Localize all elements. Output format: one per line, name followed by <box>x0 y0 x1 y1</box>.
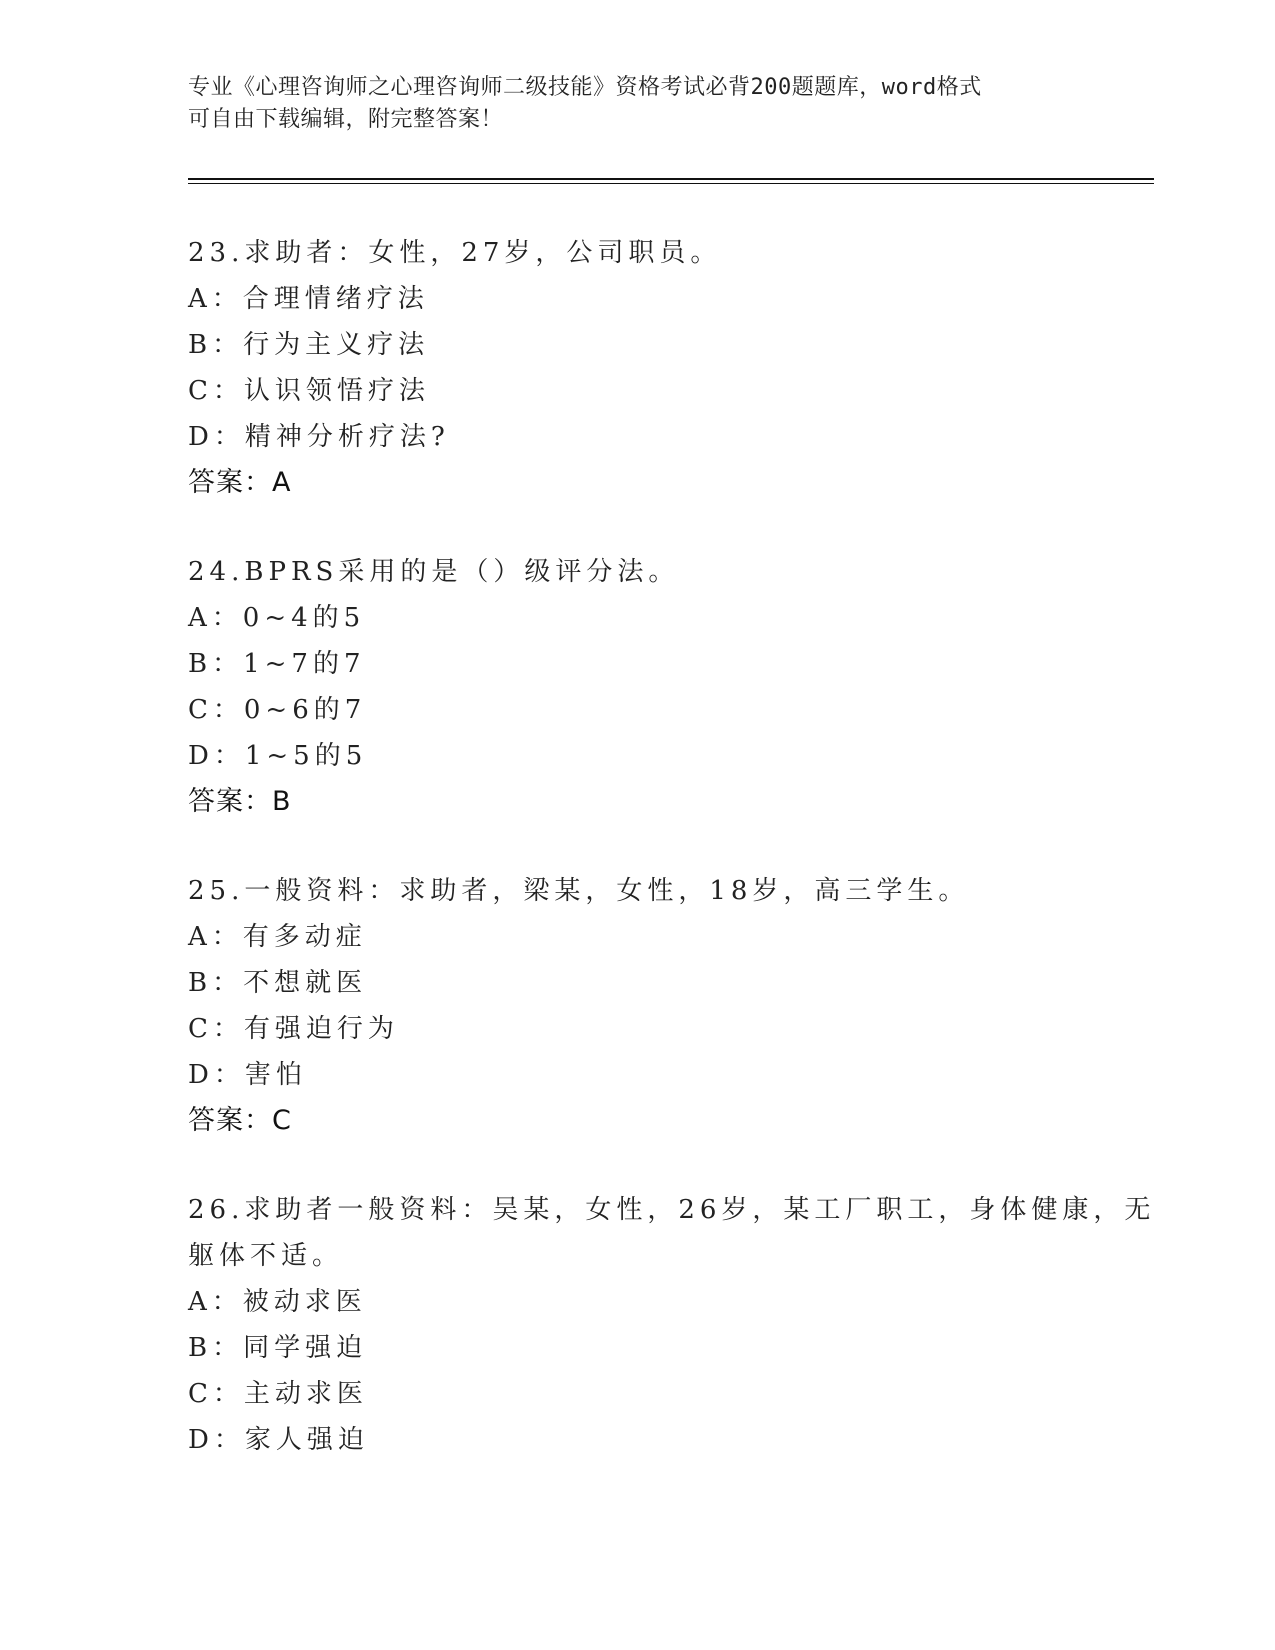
question-26 <box>188 1187 1156 1463</box>
question-stem: 26.求助者一般资料：吴某，女性，26岁，某工厂职工，身体健康，无 <box>188 1195 1156 1225</box>
option-c: C：有强迫行为 <box>188 1014 399 1044</box>
option-d: D：精神分析疗法? <box>188 422 450 452</box>
question-stem: 25.一般资料：求助者，梁某，女性，18岁，高三学生。 <box>188 876 970 906</box>
answer-value: B <box>272 786 292 817</box>
header-divider-thick <box>188 178 1154 180</box>
header-line-1: 专业《心理咨询师之心理咨询师二级技能》资格考试必背200题题库，word格式 <box>188 75 982 100</box>
answer-value: C <box>272 1105 292 1136</box>
question-24 <box>188 549 1108 825</box>
answer-label: 答案： <box>188 1105 272 1136</box>
option-b: B：行为主义疗法 <box>188 330 430 360</box>
answer-line <box>188 460 1108 506</box>
option-a: A：合理情绪疗法 <box>188 284 429 314</box>
document-header <box>188 72 1088 136</box>
option-b: B：同学强迫 <box>188 1333 368 1363</box>
option-d: D：家人强迫 <box>188 1425 369 1455</box>
option-d: D：1~5的5 <box>188 741 368 771</box>
header-divider-thin <box>188 183 1154 184</box>
question-23 <box>188 230 1108 506</box>
question-stem-continued: 躯体不适。 <box>188 1241 344 1271</box>
option-c: C：0~6的7 <box>188 695 367 725</box>
option-c: C：主动求医 <box>188 1379 368 1409</box>
option-b: B：不想就医 <box>188 968 368 998</box>
option-a: A：被动求医 <box>188 1287 367 1317</box>
answer-line <box>188 1098 1108 1144</box>
question-stem: 24.BPRS采用的是（）级评分法。 <box>188 557 680 587</box>
answer-line <box>188 779 1108 825</box>
answer-value: A <box>272 467 292 498</box>
option-a: A：有多动症 <box>188 922 367 952</box>
option-b: B：1~7的7 <box>188 649 366 679</box>
option-c: C：认识领悟疗法 <box>188 376 430 406</box>
question-stem: 23.求助者：女性，27岁，公司职员。 <box>188 238 722 268</box>
option-a: A：0~4的5 <box>188 603 366 633</box>
option-d: D：害怕 <box>188 1060 307 1090</box>
answer-label: 答案： <box>188 467 272 498</box>
question-25 <box>188 868 1108 1144</box>
answer-label: 答案： <box>188 786 272 817</box>
header-line-2: 可自由下载编辑，附完整答案！ <box>188 107 504 132</box>
